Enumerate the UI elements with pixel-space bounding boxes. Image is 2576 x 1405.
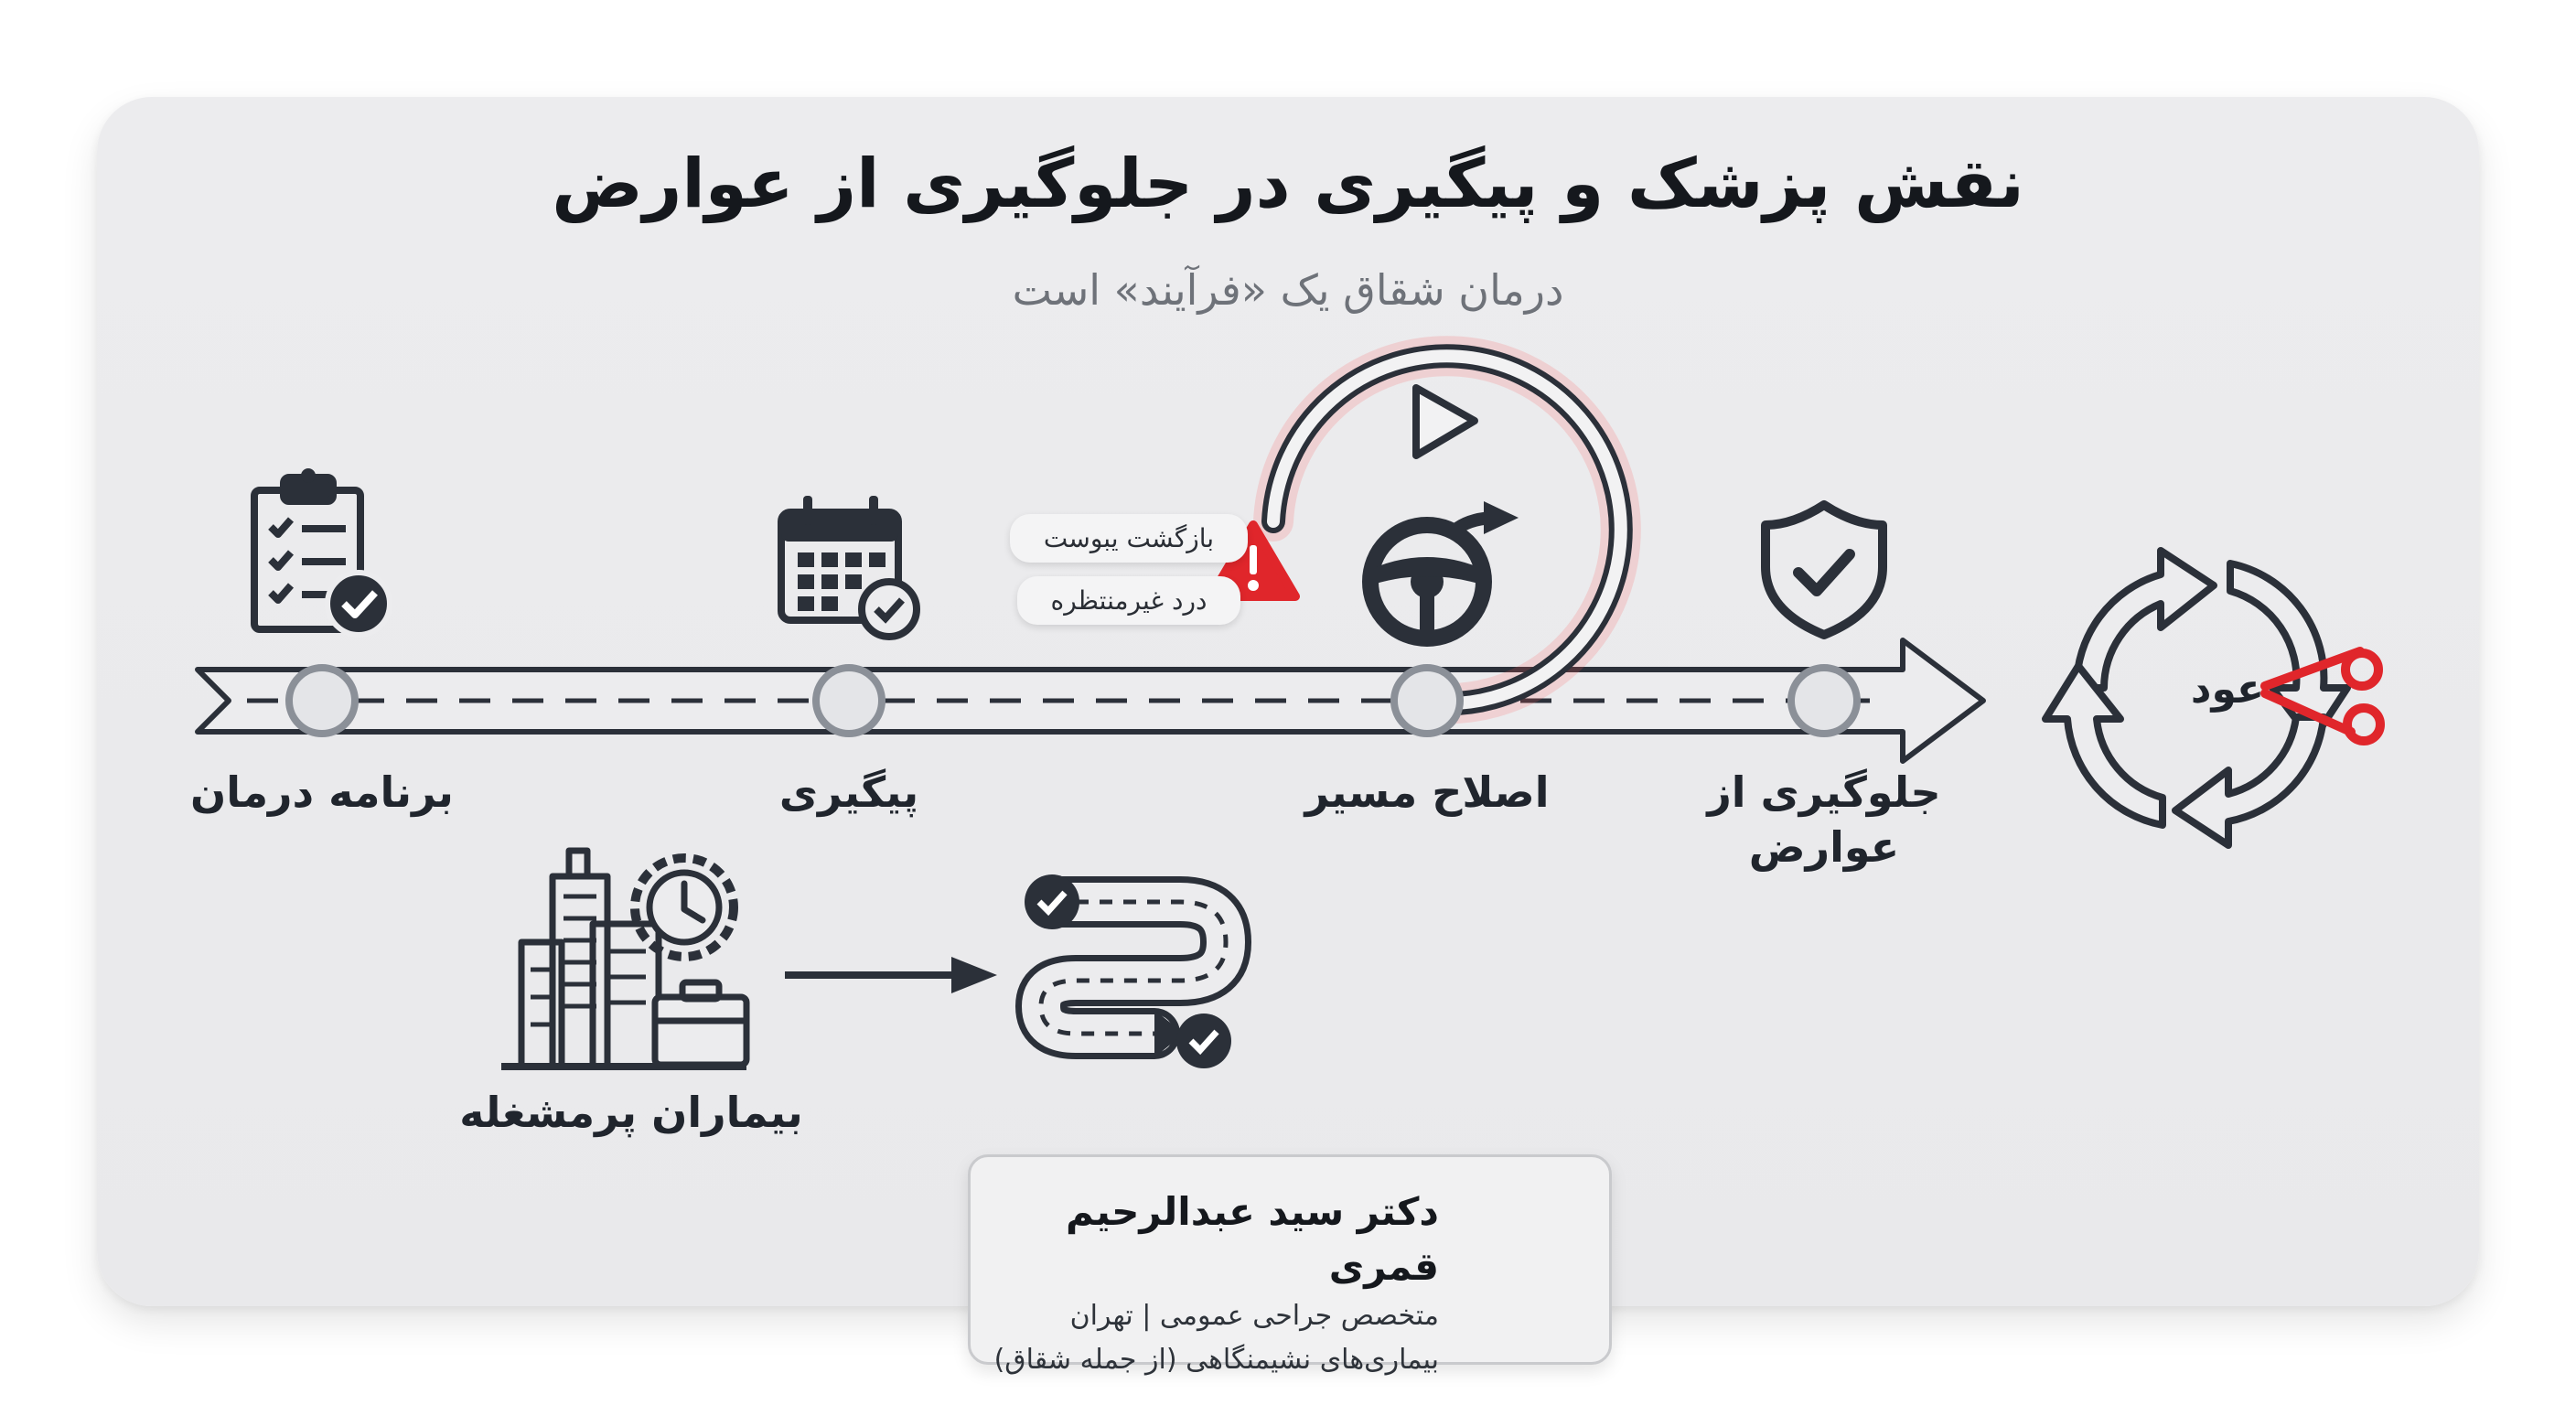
page-title: نقش پزشک و پیگیری در جلوگیری از عوارض — [552, 145, 2024, 223]
doctor-specialty: متخصص جراحی عمومی | تهران — [1069, 1300, 1439, 1332]
busy-to-road-arrow — [785, 957, 997, 993]
winding-road-icon — [1025, 874, 1231, 1068]
city-clock-briefcase-icon — [501, 851, 746, 1067]
clipboard-checklist-icon — [254, 468, 390, 635]
step-label-treatment-plan: برنامه درمان — [190, 767, 454, 817]
step-label-prevent-complications: جلوگیری از عوارض — [1707, 767, 1941, 872]
relapse-label: عود — [2190, 666, 2265, 713]
step-node-follow-up — [816, 668, 882, 734]
timeline-arrow — [198, 640, 1983, 761]
steering-wheel-icon — [1370, 501, 1519, 638]
warning-pill-constipation: بازگشت یبوست — [1010, 514, 1248, 563]
step-node-course-correction — [1394, 668, 1460, 734]
doctor-focus: بیماری‌های نشیمنگاهی (از جمله شقاق) — [993, 1344, 1439, 1376]
busy-patients-label: بیماران پرمشغله — [459, 1088, 803, 1137]
step-node-prevent-complications — [1791, 668, 1857, 734]
warning-pill-unexpected-pain: درد غیرمنتظره — [1017, 576, 1240, 625]
step-label-course-correction: اصلاح مسیر — [1304, 767, 1550, 817]
step-node-treatment-plan — [289, 668, 355, 734]
calendar-check-icon — [781, 496, 917, 637]
page-subtitle: درمان شقاق یک «فرآیند» است — [1012, 265, 1564, 315]
doctor-name: دکتر سید عبدالرحیم قمری — [1066, 1189, 1439, 1289]
shield-check-icon — [1766, 505, 1883, 635]
doctor-info-box — [968, 1154, 1612, 1376]
step-label-follow-up: پیگیری — [778, 767, 919, 817]
